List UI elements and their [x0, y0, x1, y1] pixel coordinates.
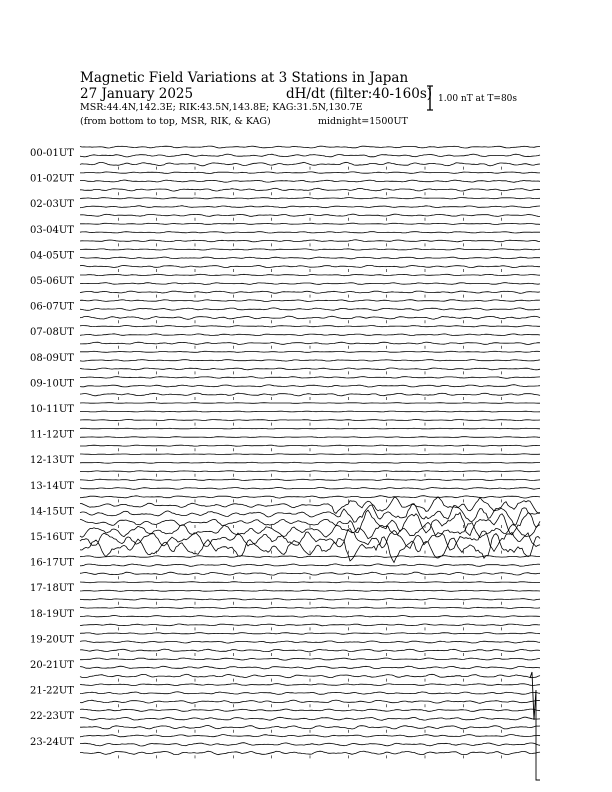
trace-rik-hour-11	[80, 437, 540, 438]
trace-rik-hour-5	[80, 283, 540, 285]
trace-kag-hour-7	[80, 325, 540, 327]
trace-msr-hour-6	[80, 316, 540, 319]
hour-label: 15-16UT	[30, 532, 74, 543]
trace-rik-hour-21	[80, 692, 540, 695]
hour-label: 19-20UT	[30, 634, 74, 646]
trace-msr-hour-3	[80, 240, 540, 242]
trace-kag-hour-6	[80, 300, 540, 302]
hour-label: 16-17UT	[30, 557, 74, 569]
trace-rik-hour-18	[80, 616, 540, 618]
trace-msr-hour-2	[80, 214, 540, 216]
trace-kag-hour-13	[80, 479, 540, 480]
trace-kag-hour-15	[80, 522, 540, 538]
hour-label: 05-06UT	[30, 276, 74, 287]
trace-kag-hour-23	[80, 735, 540, 737]
hour-label: 10-11UT	[30, 404, 74, 415]
hour-label: 17-18UT	[30, 583, 74, 595]
trace-kag-hour-12	[80, 454, 540, 455]
hour-label: 01-02UT	[30, 173, 74, 185]
trace-kag-hour-20	[80, 658, 540, 660]
chart-title: Magnetic Field Variations at 3 Stations in Japan	[80, 70, 409, 86]
hour-label: 20-21UT	[30, 660, 74, 671]
midnight-note: midnight=1500UT	[318, 116, 408, 127]
hour-label: 23-24UT	[30, 736, 74, 748]
hour-label: 02-03UT	[30, 199, 74, 211]
trace-msr-hour-17	[80, 599, 540, 601]
hour-label: 13-14UT	[30, 480, 74, 492]
trace-kag-hour-11	[80, 428, 540, 429]
trace-rik-hour-9	[80, 385, 540, 387]
trace-rik-hour-20	[80, 666, 540, 669]
trace-rik-hour-4	[80, 257, 540, 259]
trace-kag-hour-22	[80, 709, 540, 711]
hour-label: 14-15UT	[30, 506, 74, 518]
trace-msr-hour-8	[80, 368, 540, 370]
trace-kag-hour-21	[80, 684, 540, 686]
trace-rik-hour-6	[80, 308, 540, 311]
trace-msr-hour-22	[80, 725, 540, 729]
trace-rik-hour-0	[80, 154, 540, 157]
trace-msr-hour-13	[80, 496, 540, 498]
scale-bar-label: 1.00 nT at T=80s	[438, 94, 518, 104]
trace-msr-hour-9	[80, 393, 540, 396]
trace-msr-hour-5	[80, 291, 540, 293]
trace-msr-hour-0	[80, 162, 540, 166]
trace-rik-hour-23	[80, 743, 540, 746]
hour-label: 18-19UT	[30, 608, 74, 620]
trace-msr-hour-7	[80, 342, 540, 344]
trace-msr-hour-23	[80, 751, 540, 755]
trace-rik-hour-2	[80, 206, 540, 208]
trace-msr-hour-21	[80, 700, 540, 703]
trace-rik-hour-10	[80, 411, 540, 412]
trace-kag-hour-1	[80, 172, 540, 174]
trace-kag-hour-19	[80, 633, 540, 635]
hour-label: 09-10UT	[30, 378, 74, 390]
scale-bar	[427, 86, 433, 110]
trace-kag-hour-5	[80, 274, 540, 275]
chart-date: 27 January 2025	[80, 86, 194, 102]
trace-kag-hour-16	[80, 556, 540, 558]
trace-kag-hour-9	[80, 377, 540, 379]
trace-rik-hour-1	[80, 180, 540, 182]
trace-rik-hour-13	[80, 488, 540, 490]
trace-kag-hour-0	[80, 146, 540, 148]
hour-label: 11-12UT	[30, 429, 74, 441]
trace-msr-hour-12	[80, 471, 540, 472]
trace-rik-hour-12	[80, 462, 540, 463]
trace-order-note: (from bottom to top, MSR, RIK, & KAG)	[80, 116, 271, 127]
trace-msr-hour-10	[80, 419, 540, 420]
trace-msr-hour-18	[80, 624, 540, 626]
trace-kag-hour-10	[80, 403, 540, 404]
trace-kag-hour-3	[80, 223, 540, 224]
trace-kag-hour-2	[80, 198, 540, 199]
trace-rik-hour-7	[80, 334, 540, 336]
hour-labels	[30, 148, 74, 748]
trace-msr-hour-16	[80, 572, 540, 575]
trace-rik-hour-22	[80, 717, 540, 720]
hour-label: 21-22UT	[30, 685, 74, 697]
hour-label: 03-04UT	[30, 224, 74, 236]
chart-quantity: dH/dt (filter:40-160s)	[286, 86, 433, 102]
hour-label: 08-09UT	[30, 352, 74, 364]
trace-rik-hour-16	[80, 564, 540, 566]
hour-label: 22-23UT	[30, 711, 74, 723]
trace-msr-hour-11	[80, 445, 540, 446]
trace-kag-hour-4	[80, 249, 540, 250]
trace-rik-hour-17	[80, 590, 540, 591]
trace-msr-hour-4	[80, 265, 540, 267]
hour-label: 07-08UT	[30, 327, 74, 339]
hour-label: 06-07UT	[30, 301, 74, 313]
trace-kag-hour-17	[80, 582, 540, 583]
trace-rik-hour-3	[80, 232, 540, 233]
trace-msr-hour-1	[80, 188, 540, 191]
trace-msr-hour-20	[80, 674, 540, 677]
trace-kag-hour-14	[80, 497, 540, 514]
trace-msr-hour-15	[80, 534, 540, 563]
hour-label: 00-01UT	[30, 148, 74, 159]
station-list: MSR:44.4N,142.3E; RIK:43.5N,143.8E; KAG:31.5N,130.7E	[80, 102, 363, 113]
hour-label: 12-13UT	[30, 455, 74, 467]
hour-label: 04-05UT	[30, 250, 74, 262]
trace-kag-hour-8	[80, 351, 540, 352]
trace-msr-hour-19	[80, 649, 540, 652]
trace-rik-hour-19	[80, 641, 540, 643]
trace-rik-hour-8	[80, 360, 540, 362]
trace-kag-hour-18	[80, 607, 540, 608]
traces	[80, 146, 540, 780]
